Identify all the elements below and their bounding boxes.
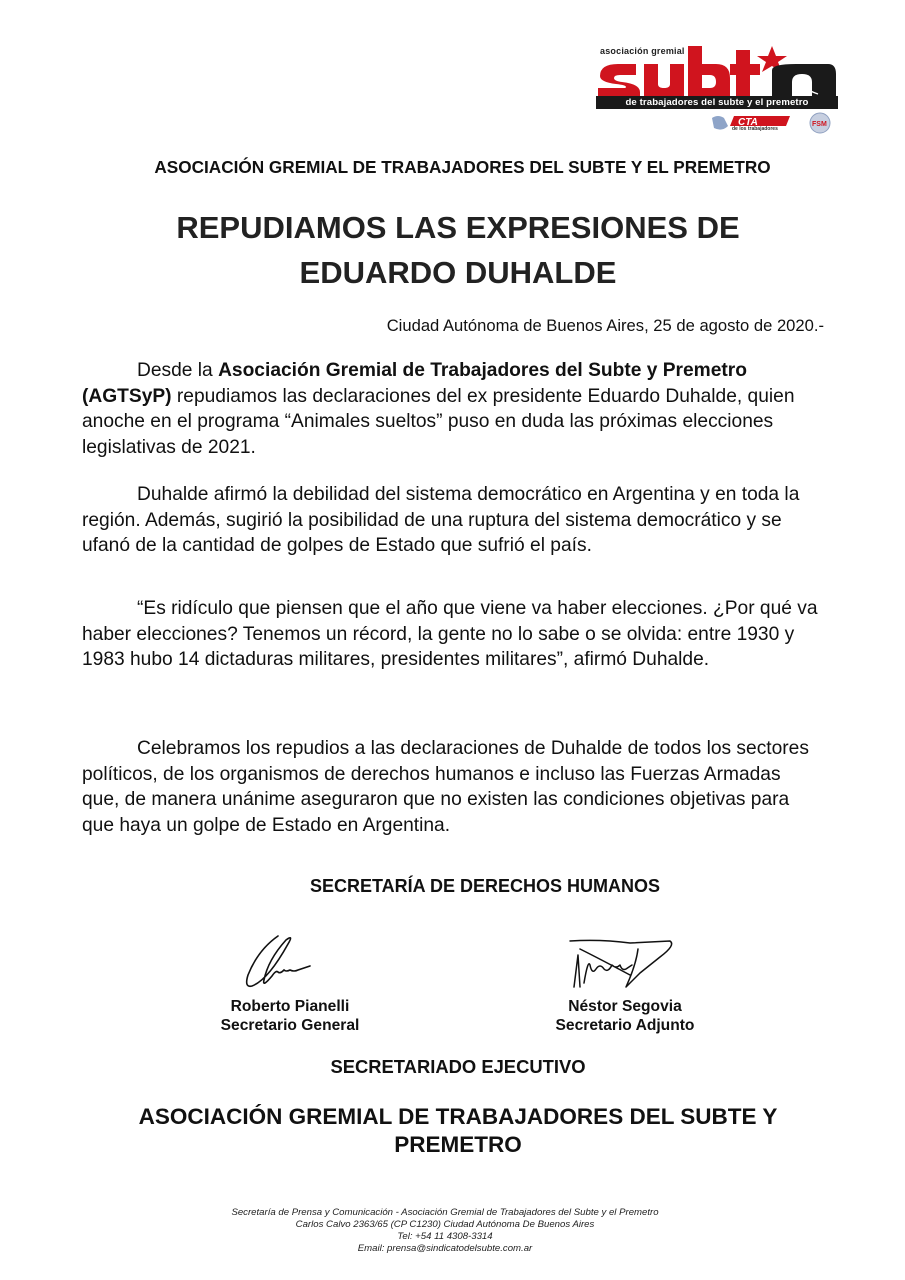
organization-header: ASOCIACIÓN GREMIAL DE TRABAJADORES DEL SUBTE Y EL PREMETRO bbox=[154, 157, 771, 177]
secretariado-heading: SECRETARIADO EJECUTIVO bbox=[330, 1056, 586, 1077]
paragraph-1 bbox=[82, 358, 822, 460]
closing-org-line-2: PREMETRO bbox=[394, 1132, 522, 1157]
paragraph-2 bbox=[82, 482, 822, 559]
secretaria-heading: SECRETARÍA DE DERECHOS HUMANOS bbox=[309, 876, 661, 896]
footer-phone: Tel: +54 11 4308-3314 bbox=[397, 1231, 493, 1242]
dateline: Ciudad Autónoma de Buenos Aires, 25 de agosto de 2020.- bbox=[386, 316, 824, 335]
p1-rest: repudiamos las declaraciones del ex presidente Eduardo Duhalde, quien anoche en el programa “Animales sueltos” puso en duda las próximas elecciones legislativas de 2021. bbox=[82, 385, 795, 458]
footer-line-1: Secretaría de Prensa y Comunicación - Asociación Gremial de Trabajadores del Subte y el Premetro bbox=[231, 1207, 659, 1218]
signatory-2 bbox=[535, 997, 715, 1035]
signatory-role: Secretario General bbox=[220, 1017, 360, 1034]
logo-band: de trabajadores del subte y el premetro bbox=[596, 96, 838, 109]
p1-organization-bold: Asociación Gremial de Trabajadores del Subte y Premetro (AGTSyP) bbox=[82, 360, 747, 407]
signatory-name: Néstor Segovia bbox=[568, 998, 682, 1015]
signatory-role: Secretario Adjunto bbox=[555, 1017, 695, 1034]
cta-subtitle: de los trabajadores bbox=[732, 126, 778, 132]
p3-text: “Es ridículo que piensen que el año que viene va haber elecciones. ¿Por qué va haber elecciones? Tenemos un récord, la gente no lo sabe o se olvida: entre 1930 y 1983 hubo 14 dictaduras militares, presidentes militares”, afirmó Duhalde. bbox=[82, 598, 818, 670]
footer-email: Email: prensa@sindicatodelsubte.com.ar bbox=[357, 1243, 533, 1254]
paragraph-3-quote bbox=[82, 596, 822, 673]
paragraph-4 bbox=[82, 736, 822, 838]
signature-pianelli-icon bbox=[238, 930, 338, 995]
title-line-2: EDUARDO DUHALDE bbox=[299, 255, 617, 290]
p2-text: Duhalde afirmó la debilidad del sistema democrático en Argentina y en toda la región. Además, sugirió la posibilidad de una ruptura del sistema democrático y se ufanó de la cantidad de golpes de Estado que sufrió el país. bbox=[82, 484, 800, 556]
signature-segovia-icon bbox=[560, 935, 680, 995]
p1-lead: Desde la bbox=[137, 360, 219, 381]
closing-org-line-1: ASOCIACIÓN GREMIAL DE TRABAJADORES DEL SUBTE Y bbox=[138, 1104, 778, 1129]
signatory-1 bbox=[200, 997, 380, 1035]
footer-contact bbox=[0, 1207, 890, 1255]
union-logo bbox=[596, 42, 838, 134]
svg-text:CTA: CTA bbox=[738, 117, 758, 128]
logo-tagline: asociación gremial bbox=[600, 46, 685, 56]
closing-organization bbox=[0, 1103, 905, 1159]
title-line-1: REPUDIAMOS LAS EXPRESIONES DE bbox=[176, 210, 740, 245]
svg-text:FSM: FSM bbox=[812, 121, 827, 128]
footer-address: Carlos Calvo 2363/65 (CP C1230) Ciudad Autónoma De Buenos Aires bbox=[295, 1219, 595, 1230]
signatory-name: Roberto Pianelli bbox=[230, 998, 350, 1015]
page-title bbox=[0, 205, 905, 295]
p4-text: Celebramos los repudios a las declaraciones de Duhalde de todos los sectores políticos, de los organismos de derechos humanos e incluso las Fuerzas Armadas que, de manera unánime aseguraron que no existen las condiciones objetivas para que haya un golpe de Estado en Argentina. bbox=[82, 738, 809, 836]
fsm-logo-icon bbox=[806, 112, 834, 134]
